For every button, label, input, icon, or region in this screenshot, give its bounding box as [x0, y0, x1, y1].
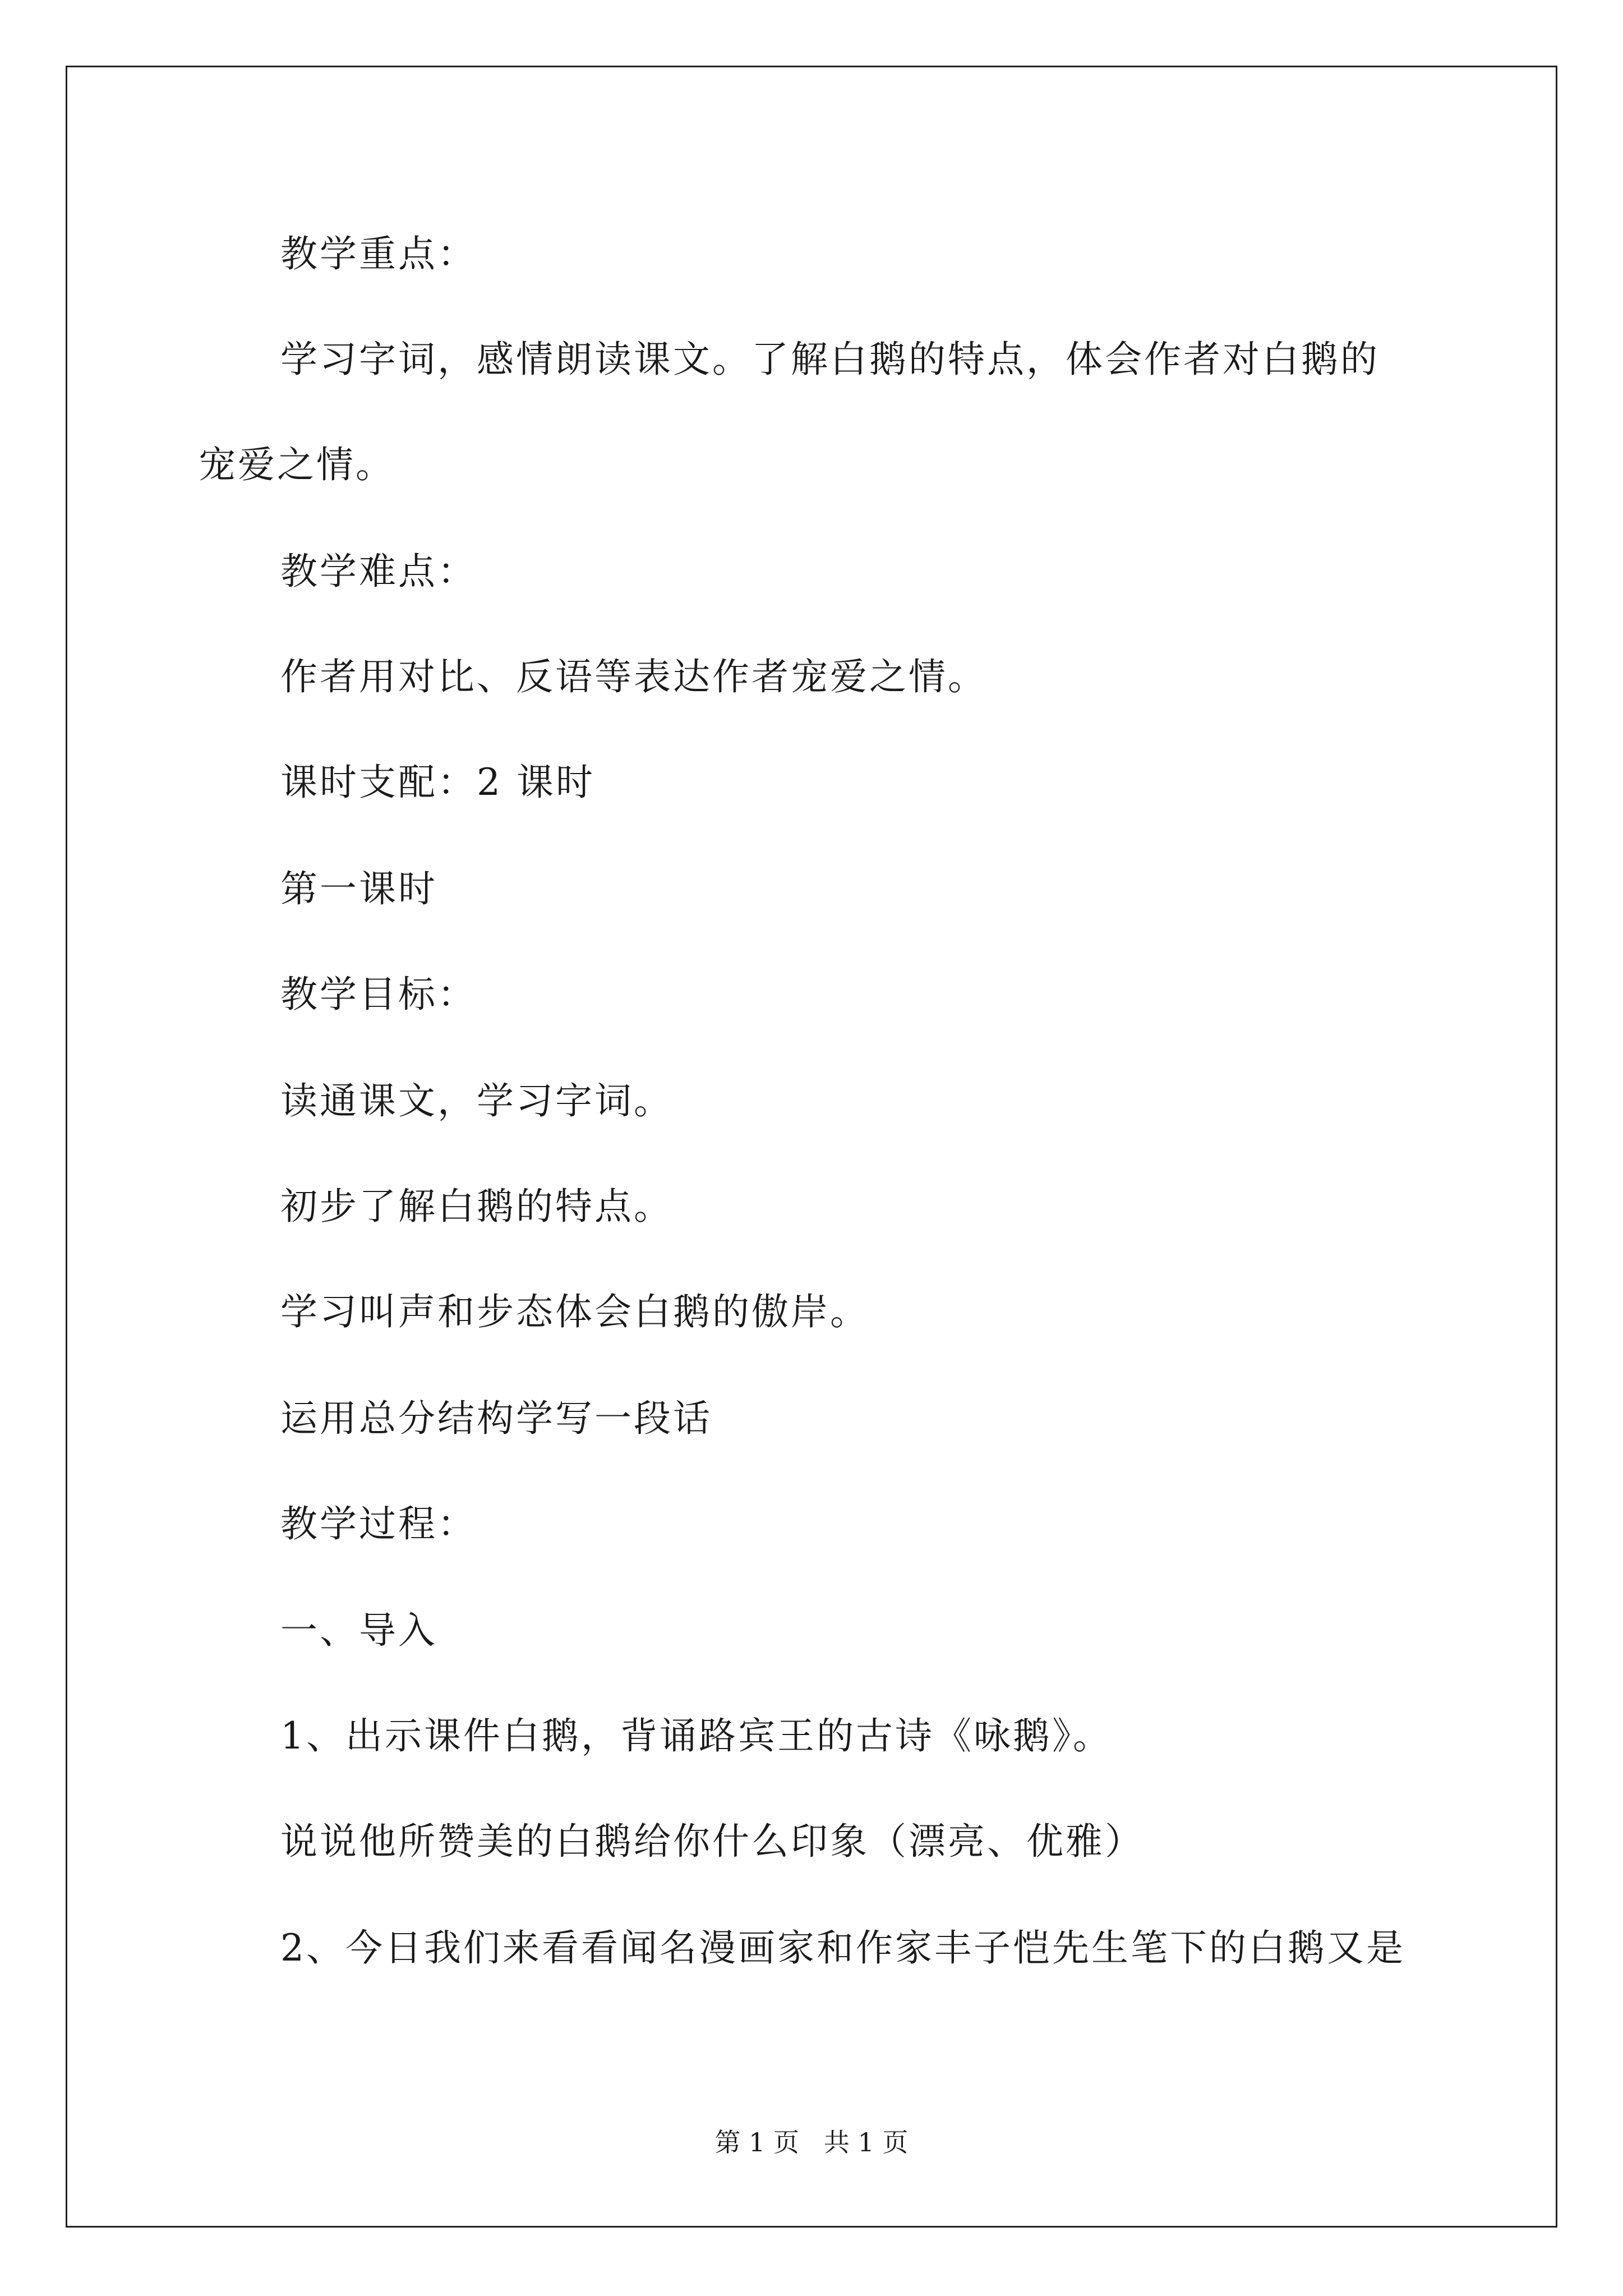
paragraph-line: 运用总分结构学写一段话 — [280, 1397, 712, 1440]
paragraph-line: 初步了解白鹅的特点。 — [280, 1185, 673, 1228]
paragraph-line: 读通课文，学习字词。 — [280, 1079, 673, 1122]
heading-teaching-goals: 教学目标： — [280, 973, 477, 1016]
paragraph-line: 学习叫声和步态体会白鹅的傲岸。 — [280, 1290, 869, 1333]
paragraph-line: 作者用对比、反语等表达作者宠爱之情。 — [280, 655, 987, 698]
paragraph-line: 课时支配：2 课时 — [280, 761, 595, 804]
section-title: 第一课时 — [280, 867, 437, 910]
paragraph-line: 1、出示课件白鹅，背诵路宾王的古诗《咏鹅》。 — [280, 1714, 1112, 1757]
page-number-footer: 第 1 页 共 1 页 — [714, 2127, 909, 2157]
heading-teaching-focus: 教学重点： — [280, 232, 477, 275]
paragraph-line: 2、今日我们来看看闻名漫画家和作家丰子恺先生笔下的白鹅又是 — [280, 1926, 1405, 1970]
heading-teaching-difficulty: 教学难点： — [280, 550, 477, 593]
heading-teaching-process: 教学过程： — [280, 1502, 477, 1545]
paragraph-line: 宠爱之情。 — [199, 443, 395, 486]
paragraph-line: 说说他所赞美的白鹅给你什么印象（漂亮、优雅） — [280, 1820, 1144, 1863]
paragraph-line: 学习字词，感情朗读课文。了解白鹅的特点，体会作者对白鹅的 — [280, 338, 1380, 381]
page-border — [66, 66, 1557, 2228]
paragraph-line: 一、导入 — [280, 1609, 437, 1652]
